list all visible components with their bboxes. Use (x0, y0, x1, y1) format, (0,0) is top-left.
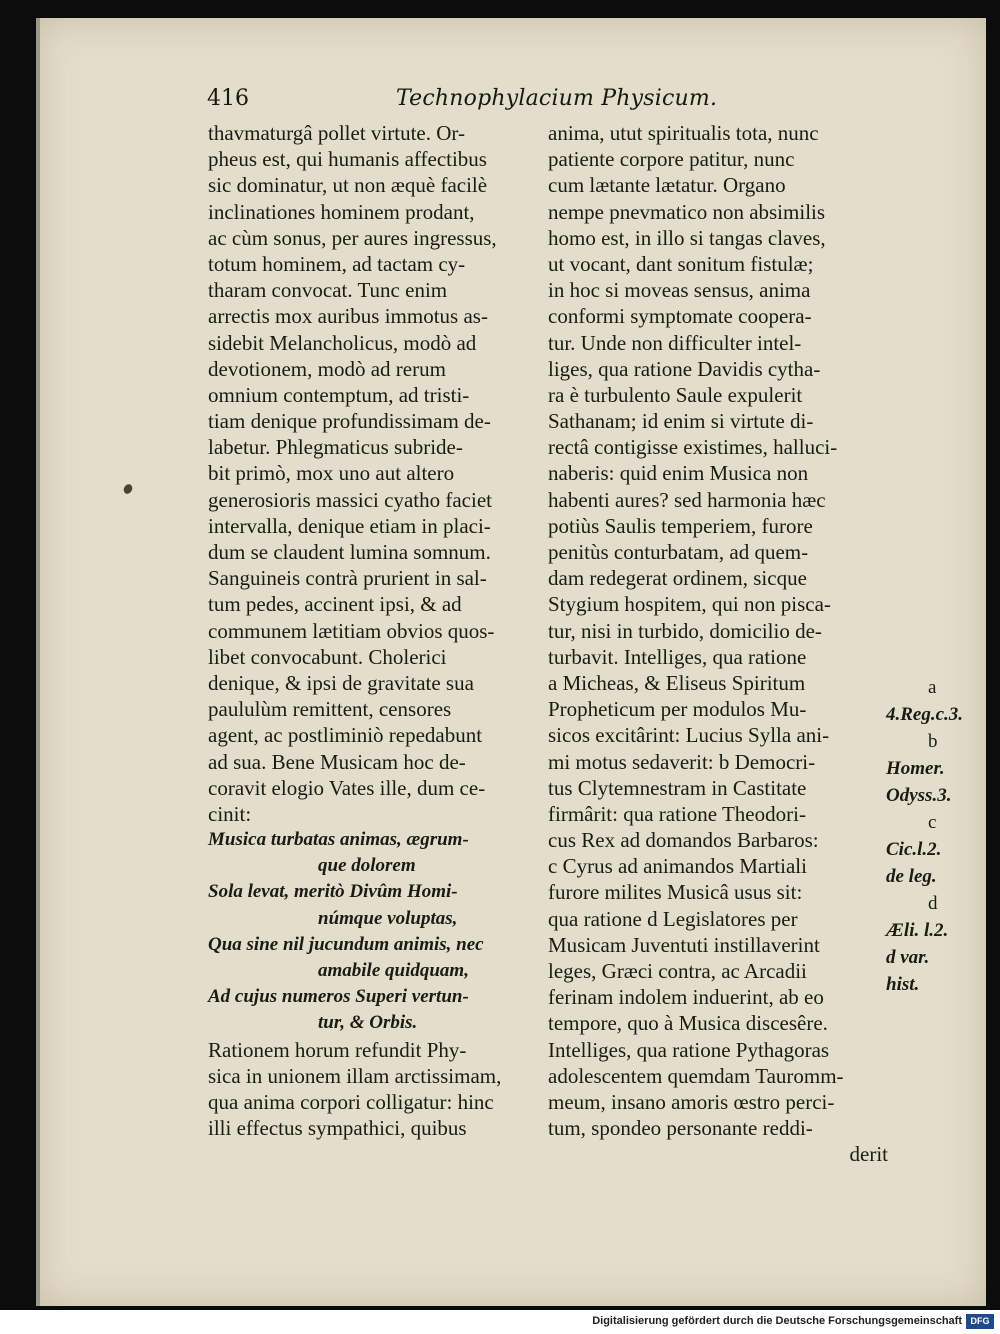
text-line: generosioris massici cyatho faciet (208, 487, 492, 512)
text-line: Intelliges, qua ratione Pythagoras (548, 1037, 830, 1062)
text-line: arrectis mox auribus immotus as- (208, 304, 488, 329)
margin-note: 4.Reg.c.3. (886, 704, 964, 725)
text-line: inclinationes hominem prodant, (208, 199, 475, 224)
text-line: patiente corpore patitur, nunc (548, 147, 795, 172)
catchword: derit (849, 1142, 888, 1167)
footer-credit: Digitalisierung gefördert durch die Deutsche Forschungsgemeinschaft (592, 1315, 962, 1327)
text-line: tus Clytemnestram in Castitate (548, 775, 807, 800)
verse-line: amabile quidquam, (318, 960, 469, 981)
text-line: thavmaturgâ pollet virtute. Or- (208, 121, 465, 145)
text-line: cinit: (208, 801, 252, 826)
text-line: liges, qua ratione Davidis cytha- (548, 356, 821, 381)
text-line: ac cùm sonus, per aures ingressus, (208, 225, 497, 250)
text-line: leges, Græci contra, ac Arcadii (548, 959, 807, 983)
text-line: Sathanam; id enim si virtute di- (548, 409, 814, 434)
text-line: homo est, in illo si tangas claves, (548, 225, 826, 250)
text-line: labetur. Phlegmaticus subride- (208, 435, 463, 460)
text-line: sic dominatur, ut non æquè facilè (208, 173, 488, 198)
text-line: Propheticum per modulos Mu- (548, 697, 807, 722)
page-number: 416 (207, 86, 249, 111)
text-line: adolescentem quemdam Tauromm- (548, 1063, 844, 1088)
text-line: Sanguineis contrà prurient in sal- (208, 566, 487, 591)
text-line: sicos excitârint: Lucius Sylla ani- (548, 723, 830, 748)
text-line: turbavit. Intelliges, qua ratione (548, 644, 807, 669)
text-line: tempore, quo à Musica discesêre. (548, 1011, 828, 1036)
margin-note: d var. (886, 947, 930, 968)
margin-note: Æli. l.2. (886, 920, 949, 941)
text-line: pheus est, qui humanis affectibus (208, 147, 487, 172)
text-line: naberis: quid enim Musica non (548, 461, 809, 486)
text-line: ferinam indolem induerint, ab eo (548, 985, 824, 1010)
text-line: dam redegerat ordinem, sicque (548, 566, 807, 591)
text-line: cum lætante lætatur. Organo (548, 173, 786, 198)
text-line: tur, nisi in turbido, domicilio de- (548, 618, 822, 643)
text-line: Musicam Juventuti instillaverint (548, 932, 820, 957)
text-line: Stygium hospitem, qui non pisca- (548, 592, 831, 617)
text-line: nempe pnevmatico non absimilis (548, 199, 826, 224)
text-line: sidebit Melancholicus, modò ad (208, 330, 477, 355)
text-line: agent, ac postliminiò repedabunt (208, 723, 483, 748)
text-line: habenti aures? sed harmonia hæc (548, 487, 826, 512)
text-line: qua ratione d Legislatores per (548, 906, 798, 931)
text-line: rectâ contigisse existimes, halluci- (548, 435, 838, 460)
margin-note: c (928, 812, 937, 833)
text-line: tur. Unde non difficulter intel- (548, 330, 802, 355)
text-line: conformi symptomate coopera- (548, 304, 812, 329)
margin-notes (886, 674, 986, 998)
text-line: anima, utut spiritualis tota, nunc (548, 121, 819, 145)
text-line: devotionem, modò ad rerum (208, 356, 446, 381)
text-line: totum hominem, ad tactam cy- (208, 251, 466, 276)
verse-line: Qua sine nil jucundum animis, nec (208, 933, 484, 955)
text-line: tum pedes, accinent ipsi, & ad (208, 592, 462, 617)
margin-note: d (928, 893, 938, 914)
text-line: intervalla, denique etiam in placi- (208, 513, 491, 538)
page-edge (36, 18, 40, 1306)
text-line: furore milites Musicâ usus sit: (548, 880, 803, 905)
margin-note: hist. (886, 974, 920, 995)
text-line: firmârit: qua ratione Theodori- (548, 801, 806, 826)
dfg-logo: DFG (966, 1314, 994, 1329)
margin-note: Homer. (886, 758, 945, 779)
margin-note: Cic.l.2. (886, 839, 942, 860)
margin-note: de leg. (886, 866, 937, 887)
left-text-column (208, 120, 548, 1141)
margin-note: b (928, 731, 938, 752)
text-line: illi effectus sympathici, quibus (208, 1116, 467, 1141)
text-line: tum, spondeo personante reddi- (548, 1116, 813, 1141)
text-line: bit primò, mox uno aut altero (208, 461, 455, 486)
text-line: coravit elogio Vates ille, dum ce- (208, 775, 486, 800)
verse-line: Musica turbatas animas, ægrum- (208, 829, 469, 851)
text-line: in hoc si moveas sensus, anima (548, 278, 811, 303)
text-line: mi motus sedaverit: b Democri- (548, 749, 816, 774)
right-text-column (548, 120, 888, 1168)
text-line: dum se claudent lumina somnum. (208, 540, 491, 564)
verse-line: númque voluptas, (318, 907, 458, 929)
margin-note: a (928, 677, 937, 698)
text-line: tiam denique profundissimam de- (208, 409, 491, 434)
verse-line: Sola levat, meritò Divûm Homi- (208, 881, 458, 903)
text-line: c Cyrus ad animandos Martiali (548, 854, 807, 879)
text-line: a Micheas, & Eliseus Spiritum (548, 670, 806, 695)
margin-note: Odyss.3. (886, 785, 952, 806)
text-line: Rationem horum refundit Phy- (208, 1037, 467, 1062)
text-line: cus Rex ad domandos Barbaros: (548, 828, 819, 853)
text-line: penitùs conturbatam, ad quem- (548, 540, 809, 564)
text-line: paululùm remittent, censores (208, 697, 452, 722)
text-line: sica in unionem illam arctissimam, (208, 1063, 502, 1088)
text-line: potiùs Saulis temperiem, furore (548, 513, 813, 538)
text-line: meum, insano amoris œstro perci- (548, 1089, 835, 1114)
text-line: communem lætitiam obvios quos- (208, 618, 495, 643)
text-line: qua anima corpori colligatur: hinc (208, 1089, 494, 1114)
verse-line: que dolorem (318, 855, 416, 877)
text-line: omnium contemptum, ad tristi- (208, 382, 470, 407)
text-line: libet convocabunt. Cholerici (208, 644, 447, 669)
text-line: ad sua. Bene Musicam hoc de- (208, 749, 466, 774)
text-line: tharam convocat. Tunc enim (208, 278, 448, 303)
verse-line: Ad cujus numeros Superi vertun- (208, 986, 469, 1008)
text-line: ra è turbulento Saule expulerit (548, 382, 803, 407)
verse-line: tur, & Orbis. (318, 1012, 418, 1034)
running-title: Technophylacium Physicum. (396, 86, 718, 111)
text-line: ut vocant, dant sonitum fistulæ; (548, 251, 814, 276)
text-line: denique, & ipsi de gravitate sua (208, 670, 474, 695)
